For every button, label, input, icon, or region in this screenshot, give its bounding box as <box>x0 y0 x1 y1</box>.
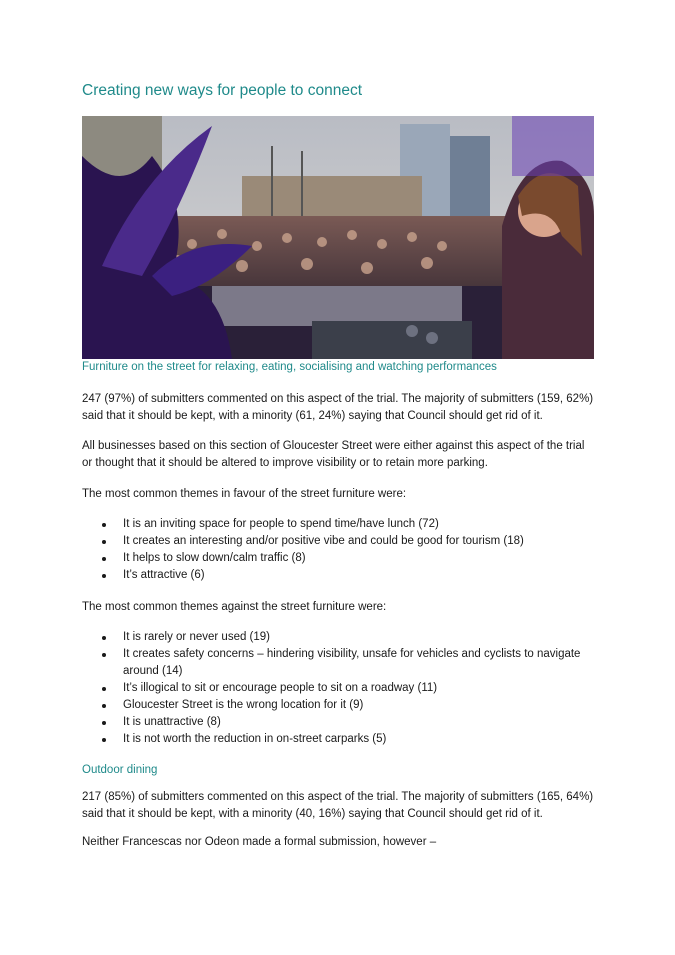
list-item: It’s illogical to sit or encourage people to sit on a roadway (11) <box>82 680 594 697</box>
bullet-icon <box>102 557 106 561</box>
list-item: It’s attractive (6) <box>82 567 594 584</box>
list-item: It is not worth the reduction in on-street carparks (5) <box>82 731 594 748</box>
against-intro: The most common themes against the street furniture were: <box>82 601 387 613</box>
list-item: It is unattractive (8) <box>82 714 594 731</box>
photo-caption: Furniture on the street for relaxing, eating, socialising and watching performances <box>82 361 497 373</box>
paragraph-outdoor-dining-stats: 217 (85%) of submitters commented on this aspect of the trial. The majority of submitters (165, 64%) said that it should be kept, with a minority (40, 16%) saying that Council should get rid of it. <box>82 791 594 820</box>
bullet-icon <box>102 738 106 742</box>
list-item: It helps to slow down/calm traffic (8) <box>82 550 594 567</box>
list-item: It creates safety concerns – hindering visibility, unsafe for vehicles and cyclists to navigate around (14) <box>82 646 594 680</box>
event-photo <box>82 116 594 359</box>
paragraph-francescas-odeon: Neither Francescas nor Odeon made a formal submission, however – <box>82 836 437 848</box>
paragraph-submitter-stats: 247 (97%) of submitters commented on this aspect of the trial. The majority of submitters (159, 62%) said that it should be kept, with a minority (61, 24%) saying that Council should get rid of it. <box>82 393 594 422</box>
bullet-icon <box>102 653 106 657</box>
paragraph-businesses: All businesses based on this section of Gloucester Street were either against this aspect of the trial or thought that it should be altered to improve visibility or to retain more parking. <box>82 440 585 469</box>
against-list <box>82 629 594 748</box>
bullet-icon <box>102 636 106 640</box>
list-item: It creates an interesting and/or positive vibe and could be good for tourism (18) <box>82 533 594 550</box>
bullet-icon <box>102 704 106 708</box>
bullet-icon <box>102 721 106 725</box>
subheading-outdoor-dining: Outdoor dining <box>82 764 158 776</box>
bullet-icon <box>102 523 106 527</box>
section-heading: Creating new ways for people to connect <box>82 82 363 99</box>
bullet-icon <box>102 540 106 544</box>
list-item: Gloucester Street is the wrong location for it (9) <box>82 697 594 714</box>
list-item: It is an inviting space for people to spend time/have lunch (72) <box>82 516 594 533</box>
favour-intro: The most common themes in favour of the street furniture were: <box>82 488 407 500</box>
bullet-icon <box>102 687 106 691</box>
bullet-icon <box>102 574 106 578</box>
favour-list <box>82 516 594 584</box>
list-item: It is rarely or never used (19) <box>82 629 594 646</box>
